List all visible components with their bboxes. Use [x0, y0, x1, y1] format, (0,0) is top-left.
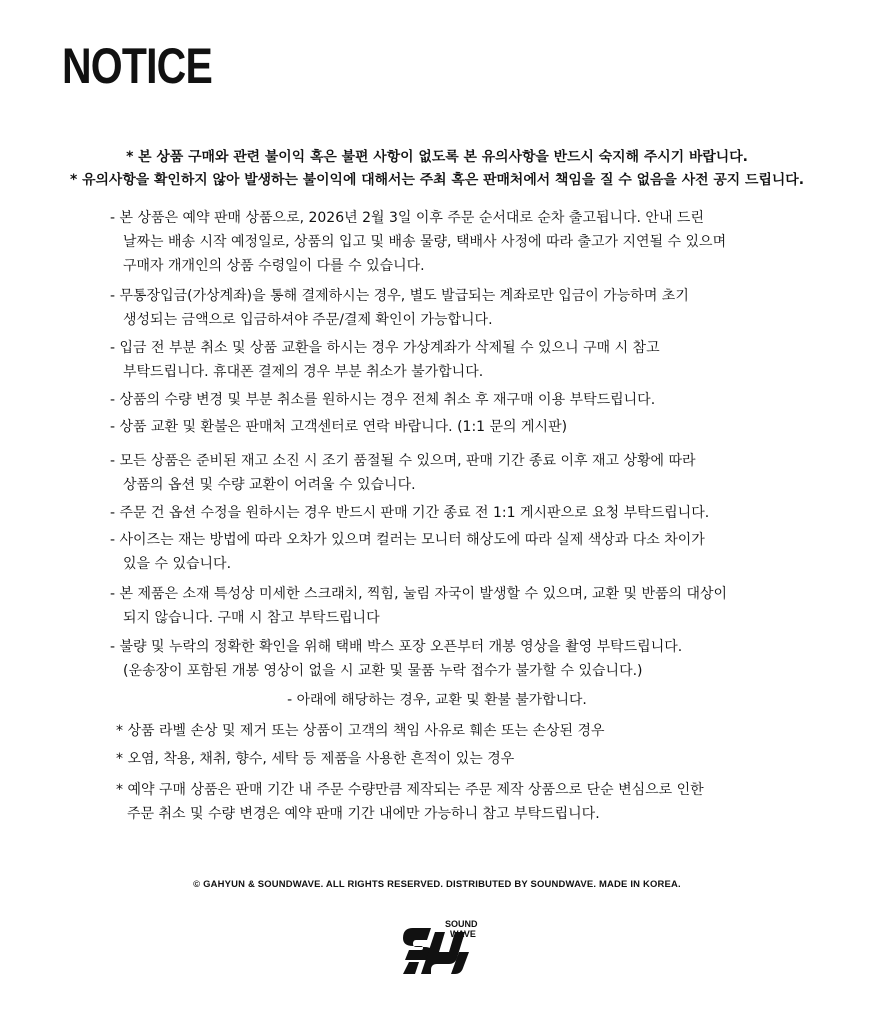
notice-rule-text: - 사이즈는 재는 방법에 따라 오차가 있으며 컬러는 모니터 해상도에 따라 실제 색상과 다소 차이가	[110, 532, 705, 548]
notice-rule	[110, 528, 705, 576]
exclusion-item-text: * 오염, 착용, 채취, 향수, 세탁 등 제품을 사용한 흔적이 있는 경우	[116, 751, 515, 767]
notice-rule	[110, 336, 660, 384]
notice-rule-text: - 입금 전 부분 취소 및 상품 교환을 하시는 경우 가상계좌가 삭제될 수 있으니 구매 시 참고	[110, 340, 660, 356]
notice-rule-continuation: 생성되는 금액으로 입금하셔야 주문/결제 확인이 가능합니다.	[123, 312, 493, 328]
notice-rule-text: - 불량 및 누락의 정확한 확인을 위해 택배 박스 포장 오픈부터 개봉 영상을 촬영 부탁드립니다.	[110, 639, 683, 655]
notice-rule-continuation: 날짜는 배송 시작 예정일로, 상품의 입고 및 배송 물량, 택배사 사정에 따라 출고가 지연될 수 있으며	[123, 234, 727, 250]
notice-rule	[110, 635, 682, 683]
notice-rule-text: - 본 상품은 예약 판매 상품으로, 2026년 2월 3일 이후 주문 순서대로 순차 출고됩니다. 안내 드린	[110, 210, 704, 226]
notice-rule	[110, 415, 567, 439]
notice-rule-text: - 본 제품은 소재 특성상 미세한 스크래치, 찍힘, 눌림 자국이 발생할 수 있으며, 교환 및 반품의 대상이	[110, 586, 728, 602]
notice-rule-text: - 모든 상품은 준비된 재고 소진 시 조기 품절될 수 있으며, 판매 기간 종료 이후 재고 상황에 따라	[110, 453, 696, 469]
intro-line: * 본 상품 구매와 관련 불이익 혹은 불편 사항이 없도록 본 유의사항을 반드시 숙지해 주시기 바랍니다.	[126, 148, 748, 165]
exclusion-item	[116, 719, 605, 743]
notice-rule-text: - 상품 교환 및 환불은 판매처 고객센터로 연락 바랍니다. (1:1 문의 게시판)	[110, 419, 568, 435]
notice-rule	[110, 206, 726, 278]
notice-rule-text: - 상품의 수량 변경 및 부분 취소를 원하시는 경우 전체 취소 후 재구매 이용 부탁드립니다.	[110, 392, 656, 408]
notice-rule	[110, 388, 655, 412]
notice-rule	[110, 501, 709, 525]
intro-line: * 유의사항을 확인하지 않아 발생하는 불이익에 대해서는 주최 혹은 판매처에서 책임을 질 수 없음을 사전 공지 드립니다.	[69, 171, 804, 188]
notice-rule-continuation: 구매자 개개인의 상품 수령일이 다를 수 있습니다.	[123, 258, 425, 274]
notice-rule-continuation: 부탁드립니다. 휴대폰 결제의 경우 부분 취소가 불가합니다.	[123, 364, 484, 380]
logo-text: WAVE	[450, 929, 476, 939]
notice-rule-text: - 무통장입금(가상계좌)을 통해 결제하시는 경우, 별도 발급되는 계좌로만 입금이 가능하며 초기	[110, 288, 689, 304]
soundwave-logo	[401, 918, 478, 976]
notice-rule	[110, 284, 689, 332]
exclusion-item-continuation: 주문 취소 및 수량 변경은 예약 판매 기간 내에만 가능하니 참고 부탁드립니다.	[127, 806, 600, 822]
notice-rule-continuation: 상품의 옵션 및 수량 교환이 어려울 수 있습니다.	[123, 477, 416, 493]
exclusion-item-text: * 상품 라벨 손상 및 제거 또는 상품이 고객의 책임 사유로 훼손 또는 손상된 경우	[116, 723, 605, 739]
notice-rule-continuation: 있을 수 있습니다.	[123, 556, 232, 572]
notice-rule	[110, 449, 696, 497]
copyright-text: © GAHYUN & SOUNDWAVE. ALL RIGHTS RESERVED. DISTRIBUTED BY SOUNDWAVE. MADE IN KOREA.	[193, 878, 681, 889]
exclusion-item	[116, 778, 704, 826]
page-title: NOTICE	[62, 38, 212, 94]
notice-rule-continuation: 되지 않습니다. 구매 시 참고 부탁드립니다	[123, 610, 380, 626]
logo-text: SOUND	[445, 919, 478, 929]
exclusion-item	[116, 747, 514, 771]
notice-rule-continuation: (운송장이 포함된 개봉 영상이 없을 시 교환 및 물품 누락 접수가 불가할 수 있습니다.)	[123, 663, 643, 679]
exclusion-item-text: * 예약 구매 상품은 판매 기간 내 주문 수량만큼 제작되는 주문 제작 상품으로 단순 변심으로 인한	[116, 782, 704, 798]
exclusions-heading: - 아래에 해당하는 경우, 교환 및 환불 불가합니다.	[287, 692, 587, 708]
notice-rule	[110, 582, 727, 630]
notice-rule-text: - 주문 건 옵션 수정을 원하시는 경우 반드시 판매 기간 종료 전 1:1 게시판으로 요청 부탁드립니다.	[110, 505, 710, 521]
